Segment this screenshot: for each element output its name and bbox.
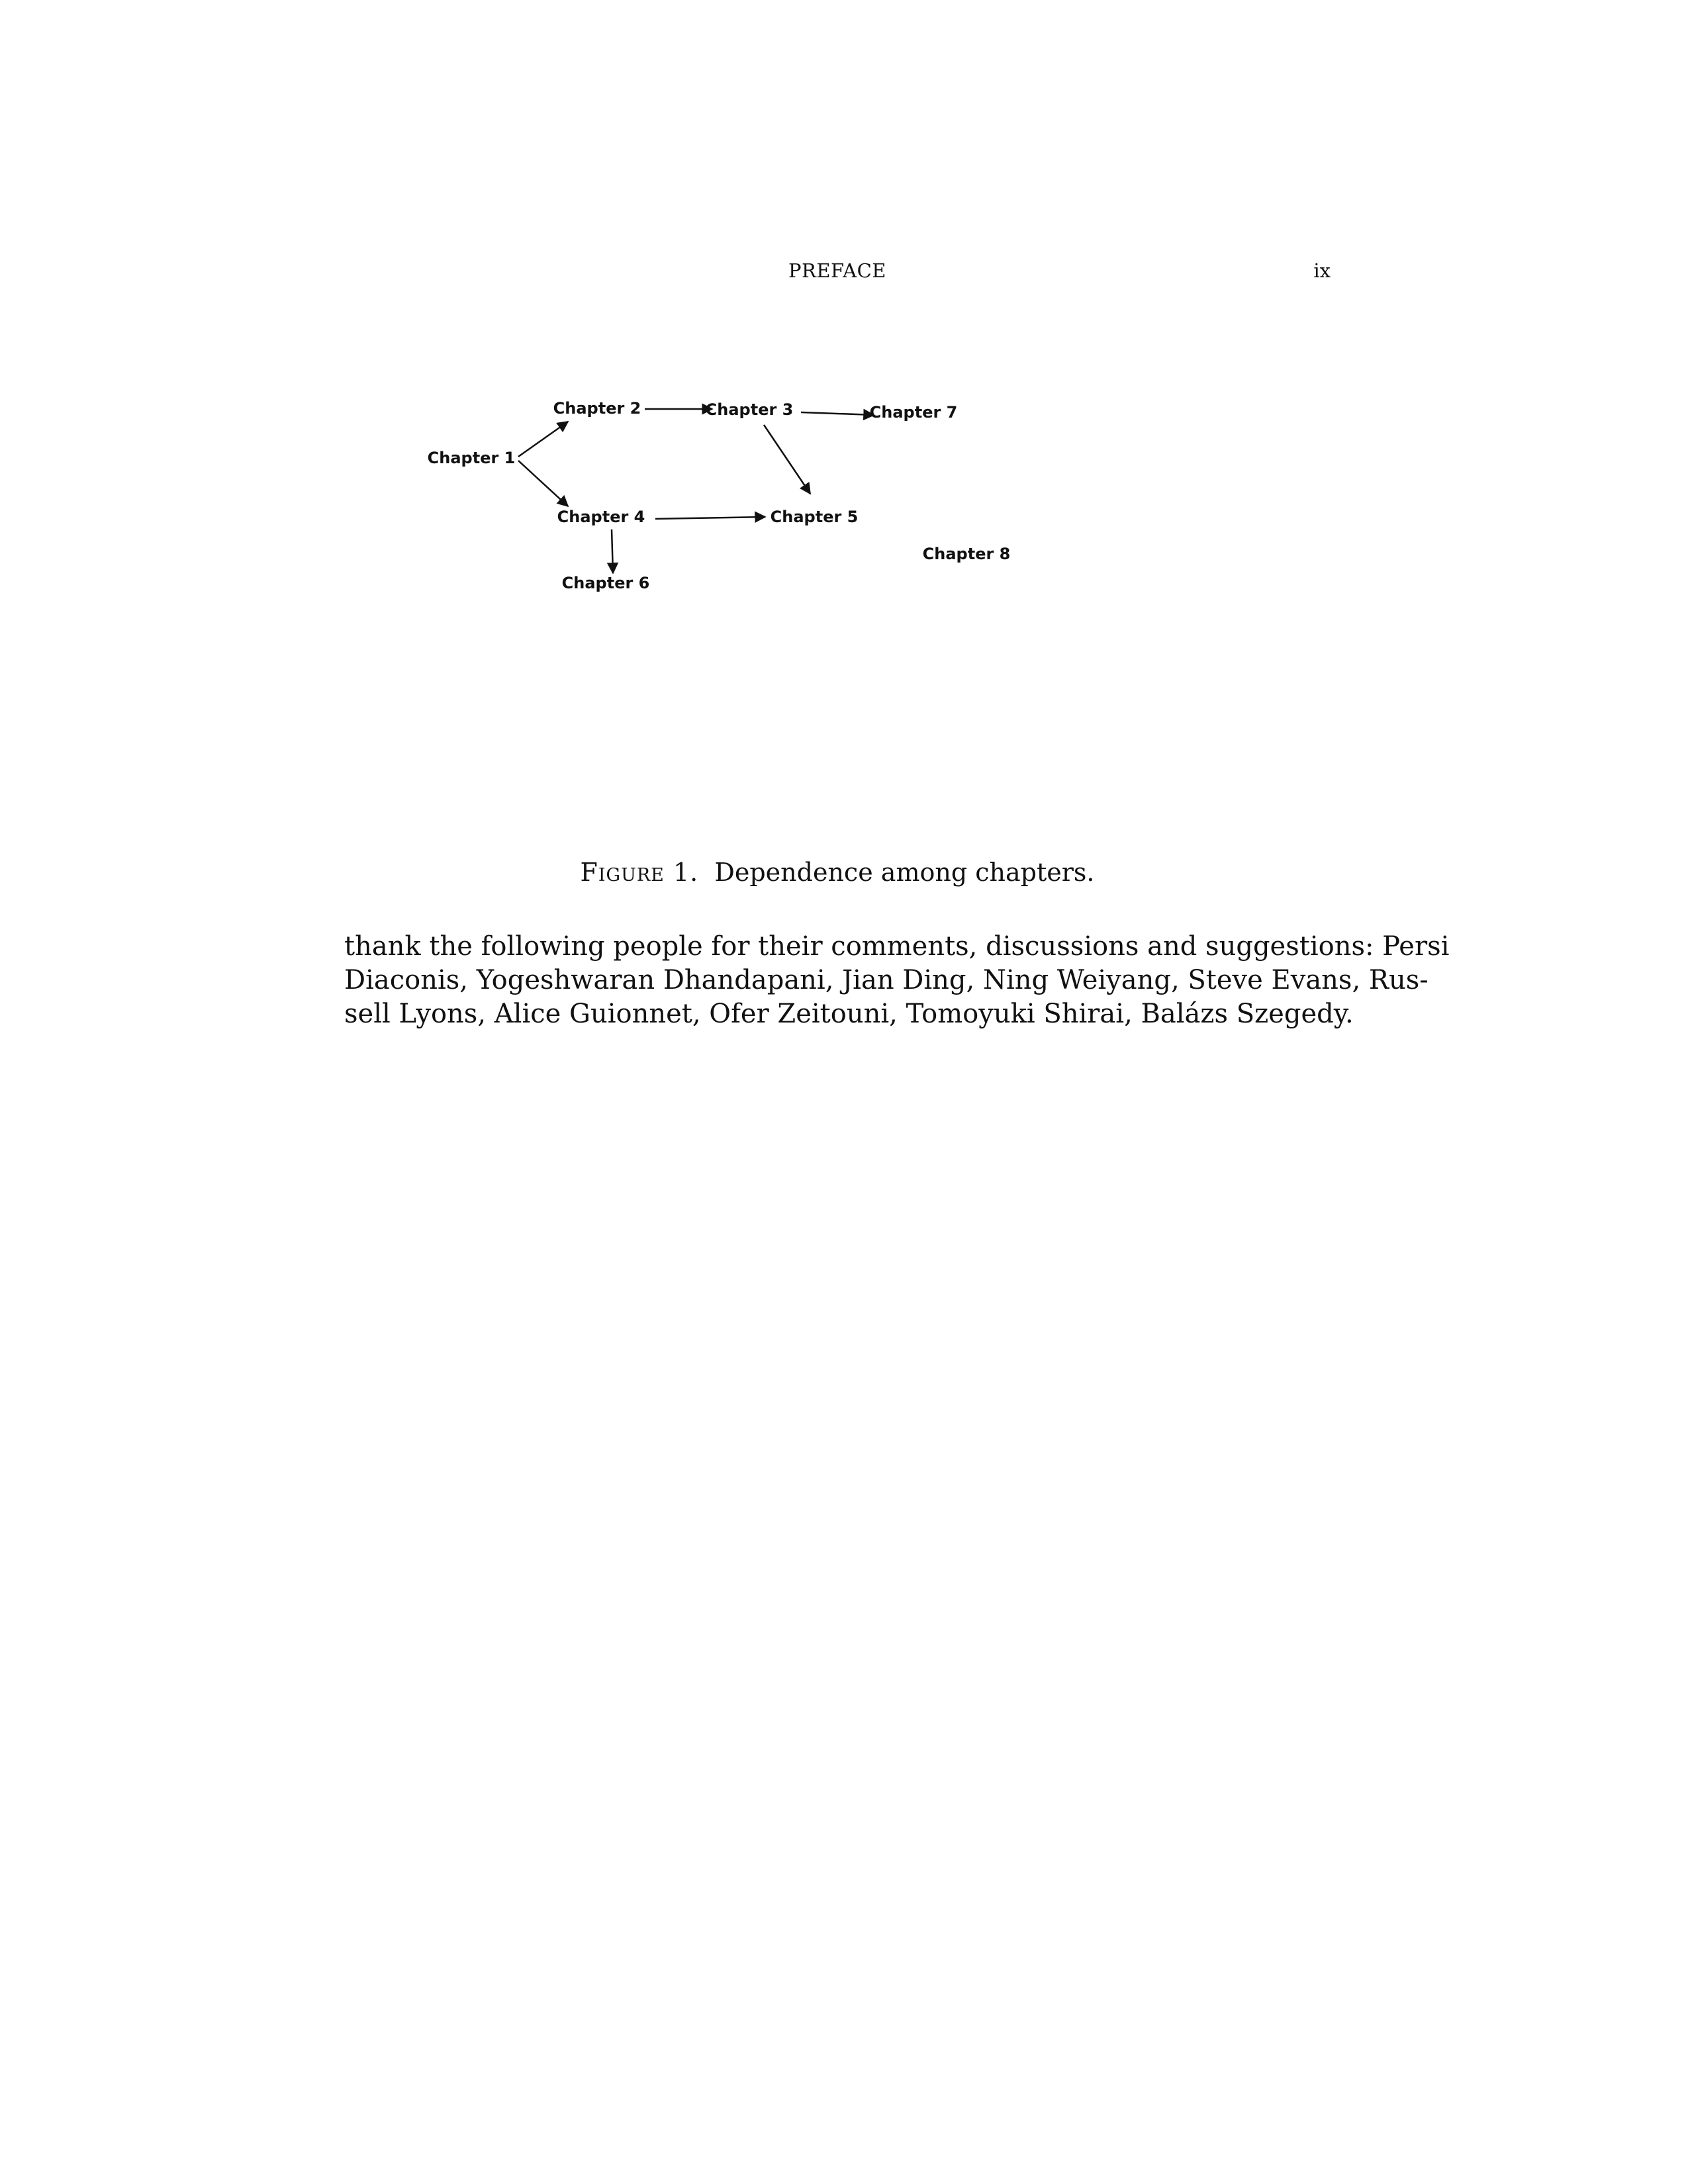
edge-c3-to-c5 <box>764 425 810 494</box>
node-c3: Chapter 3 <box>705 400 794 419</box>
figure-caption-label: Figure 1. <box>580 858 699 887</box>
paragraph-line: Diaconis, Yogeshwaran Dhandapani, Jian Ding, Ning Weiyang, Steve Evans, Rus- <box>344 965 1429 995</box>
node-c8: Chapter 8 <box>922 545 1011 563</box>
paragraph-line: sell Lyons, Alice Guionnet, Ofer Zeitouni, Tomoyuki Shirai, Balázs Szegedy. <box>344 999 1354 1029</box>
diagram-edges <box>518 409 874 573</box>
node-c7: Chapter 7 <box>869 403 958 422</box>
edge-c4-to-c5 <box>655 517 765 519</box>
diagram-nodes <box>428 399 1011 592</box>
edge-c3-to-c7 <box>801 412 874 415</box>
page-number: ix <box>1313 259 1331 282</box>
edge-c1-to-c4 <box>518 461 568 506</box>
figure-caption <box>344 858 1331 887</box>
node-c4: Chapter 4 <box>557 508 645 526</box>
node-c2: Chapter 2 <box>553 399 641 418</box>
edge-c4-to-c6 <box>612 529 613 573</box>
chapter-dependence-diagram <box>0 0 1688 860</box>
node-c5: Chapter 5 <box>770 508 859 526</box>
running-title: PREFACE <box>788 259 886 282</box>
paragraph-line: thank the following people for their comments, discussions and suggestions: Persi <box>344 931 1450 962</box>
figure-caption-text: Dependence among chapters. <box>714 858 1095 887</box>
node-c6: Chapter 6 <box>561 574 650 592</box>
acknowledgements-paragraph <box>344 930 1450 1031</box>
edge-c1-to-c2 <box>518 422 568 457</box>
node-c1: Chapter 1 <box>427 449 516 467</box>
